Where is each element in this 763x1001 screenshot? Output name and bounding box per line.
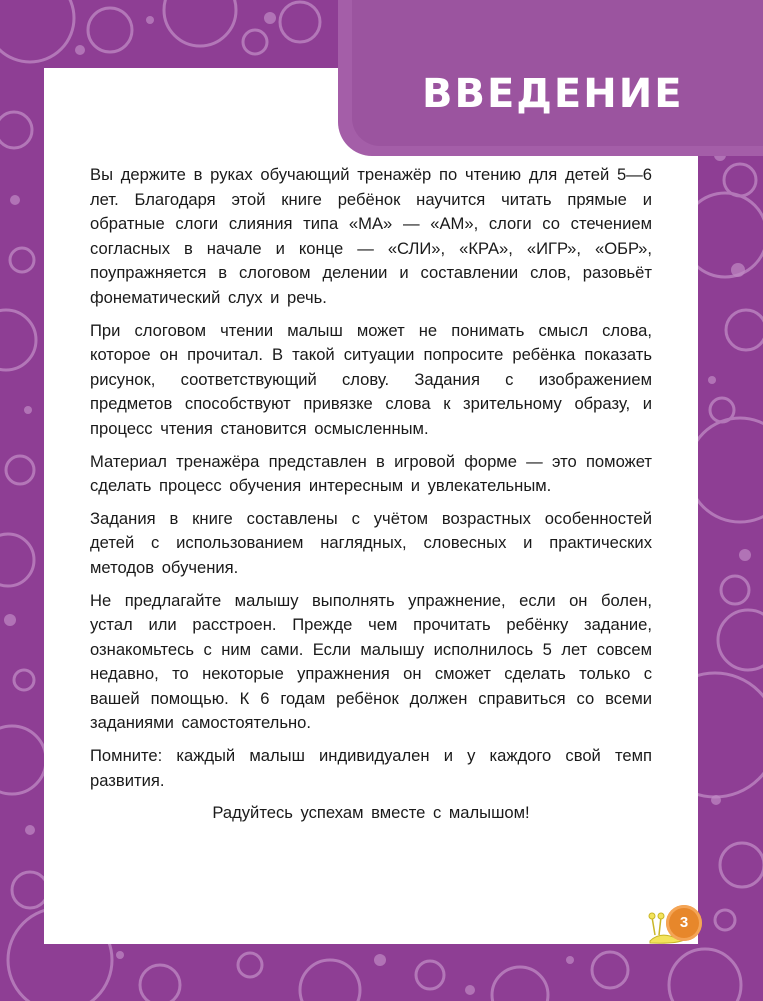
paragraph: Вы держите в руках обучающий тренажёр по чтению для детей 5—6 лет. Благодаря этой книге ребёнок научится читать прямые и обратные слоги слияния типа «МА» — «АМ», слоги со стечением согласных в начале и конце — «СЛИ», «КРА», «ИГР», «ОБР», поупражняется в слоговом делении и составлении слов, разовьёт фонематический слух и речь. <box>90 165 652 307</box>
page-number: 3 <box>666 905 702 941</box>
paragraph: Материал тренажёра представлен в игровой форме — это поможет сделать процесс обучения интересным и увлекательным. <box>90 451 652 496</box>
page-title: ВВЕДЕНИЕ <box>422 71 684 117</box>
paragraph: Не предлагайте малышу выполнять упражнение, если он болен, устал или расстроен. Прежде чем прочитать ребёнку задание, ознакомьтесь с ним сами. Если малышу исполнилось 5 лет совсем недавно, то некоторые упражнения он сможет сделать только с вашей помощью. К 6 годам ребёнок должен справиться со всеми заданиями самостоятельно. <box>90 590 652 733</box>
body-text <box>90 163 652 834</box>
closing-line: Радуйтесь успехам вместе с малышом! <box>212 803 530 823</box>
paragraph: Задания в книге составлены с учётом возрастных особенностей детей с использованием наглядных, словесных и практических методов обучения. <box>90 508 652 577</box>
paragraph: При слоговом чтении малыш может не понимать смысл слова, которое он прочитал. В такой ситуации попросите ребёнка показать рисунок, соответствующий слову. Задания с изображением предметов способствуют привязке слова к зрительному образу, и процесс чтения становится осмысленным. <box>90 320 652 438</box>
paragraph: Помните: каждый малыш индивидуален и у каждого свой темп развития. <box>90 746 652 790</box>
